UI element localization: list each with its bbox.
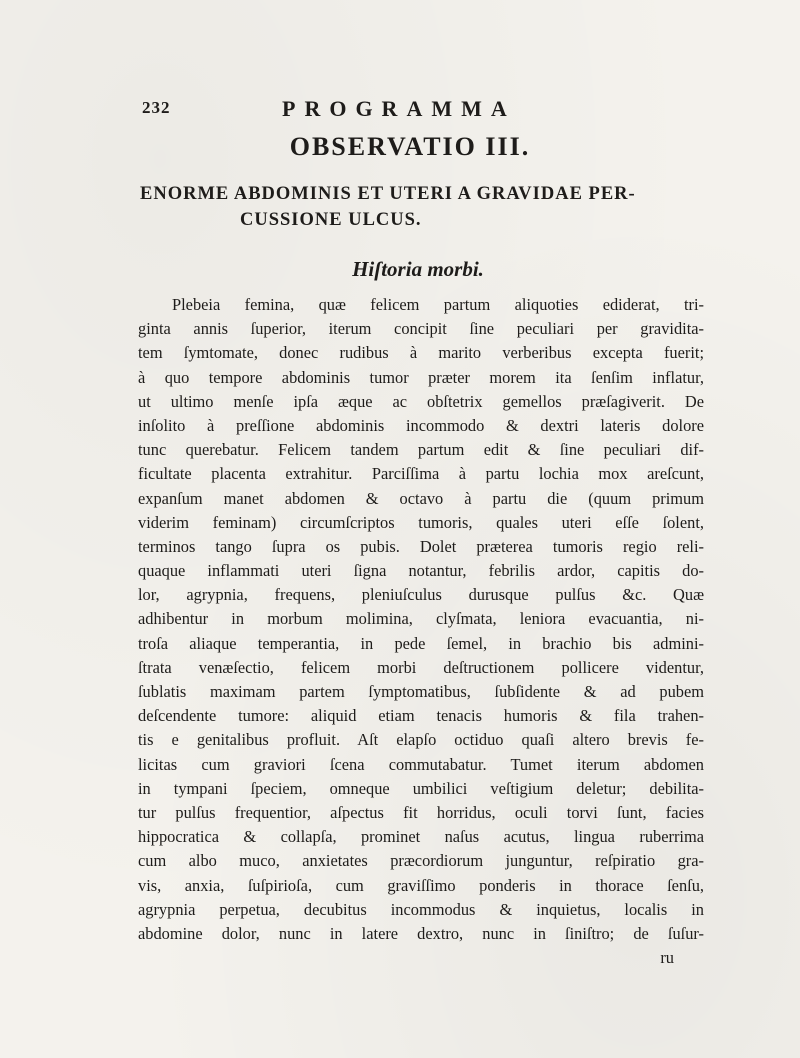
page-number: 232 xyxy=(142,98,171,117)
text-line: lor, agrypnia, frequens, pleniuſculus durusque pulſus &c. Quæ xyxy=(138,585,704,605)
text-line: ſtrata venæſectio, felicem morbi deſtructionem pollicere videntur, xyxy=(138,657,704,677)
text-line: hippocratica & collapſa, prominet naſus acutus, lingua ruberrima xyxy=(138,827,704,847)
text-line: ficultate placenta extrahitur. Parciſſima à partu lochia mox areſcunt, xyxy=(138,464,704,484)
text-line: expanſum manet abdomen & octavo à partu die (quum primum xyxy=(138,488,704,508)
text-line: ſublatis maximam partem ſymptomatibus, ſubſidente & ad pubem xyxy=(138,682,704,701)
subtitle-line-2: CUSSIONE ULCUS. xyxy=(240,210,422,230)
text-line: cum albo muco, anxietates præcordiorum junguntur, reſpiratio gra- xyxy=(138,851,704,871)
subtitle-line-1: ENORME ABDOMINIS ET UTERI A GRAVIDAE PER- xyxy=(140,184,636,204)
text-line: agrypnia perpetua, decubitus incommodus & inquietus, localis in xyxy=(138,899,704,919)
text-line: terminos tango ſupra os pubis. Dolet præterea tumoris regio reli- xyxy=(138,536,704,556)
text-line: à quo tempore abdominis tumor præter morem ita ſenſim inflatur, xyxy=(138,367,704,387)
text-line: tem ſymtomate, donec rudibus à marito verberibus excepta fuerit; xyxy=(138,343,704,363)
text-line: ginta annis ſuperior, iterum concipit ſine peculiari per gravidita- xyxy=(138,319,704,339)
text-line: quaque inflammati uteri ſigna notantur, febrilis ardor, capitis do- xyxy=(138,561,704,581)
catchword: ru xyxy=(660,948,674,968)
text-line: inſolito à preſſione abdominis incommodo & dextri lateris dolore xyxy=(138,415,704,435)
text-line: Plebeia femina, quæ felicem partum aliquoties ediderat, tri- xyxy=(172,295,704,314)
header-title: PROGRAMMA xyxy=(282,96,516,121)
text-line: abdomine dolor, nunc in latere dextro, nunc in ſiniſtro; de ſuſur- xyxy=(138,923,704,943)
section-title: OBSERVATIO III. xyxy=(289,132,531,161)
text-line: tur pulſus frequentior, aſpectus fit horridus, oculi torvi ſunt, facies xyxy=(138,802,704,822)
text-line: tis e genitalibus profluit. Aſt elapſo octiduo quaſi altero brevis fe- xyxy=(138,730,704,750)
text-line: ut ultimo menſe ipſa æque ac obſtetrix gemellos præſagiverit. De xyxy=(138,391,704,411)
body-paragraph xyxy=(138,293,704,970)
text-line: licitas cum graviori ſcena commutabatur. Tumet iterum abdomen xyxy=(138,754,704,774)
text-line: viderim feminam) circumſcriptos tumoris, quales uteri eſſe ſolent, xyxy=(138,512,704,532)
section-heading: Hiſtoria morbi. xyxy=(352,257,484,281)
text-line: troſa aliaque temperantia, in pede ſemel, in brachio bis admini- xyxy=(138,633,704,653)
text-line: deſcendente tumore: aliquid etiam tenacis humoris & fila trahen- xyxy=(138,706,704,726)
text-line: vis, anxia, ſuſpirioſa, cum graviſſimo ponderis in thorace ſenſu, xyxy=(138,875,704,895)
text-line: in tympani ſpeciem, omneque umbilici veſtigium deletur; debilita- xyxy=(138,778,704,798)
text-line: adhibentur in morbum molimina, clyſmata, leniora evacuantia, ni- xyxy=(138,609,704,629)
running-head xyxy=(142,96,702,124)
text-line: tunc querebatur. Felicem tandem partum edit & ſine peculiari dif- xyxy=(138,440,704,460)
